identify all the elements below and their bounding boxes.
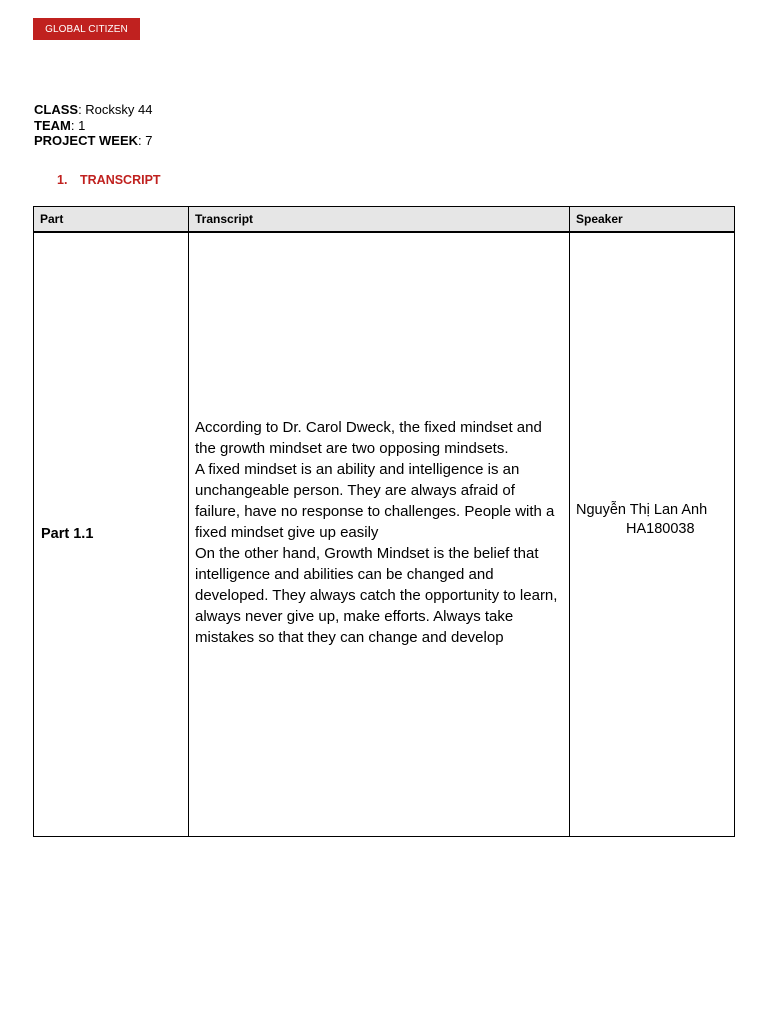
class-label: CLASS [34, 102, 79, 117]
team-row [34, 118, 152, 134]
speaker-id: HA180038 [626, 520, 695, 537]
team-value: : 1 [70, 117, 86, 133]
speaker-name: Nguyễn Thị Lan Anh [576, 501, 708, 518]
transcript-table [33, 206, 735, 837]
class-value: : Rocksky 44 [78, 102, 153, 117]
table-cell-part [34, 233, 188, 836]
section-heading [57, 173, 161, 187]
global-citizen-badge: GLOBAL CITIZEN [33, 18, 140, 40]
table-cell-transcript [189, 233, 569, 836]
header-speaker: Speaker [576, 212, 623, 226]
section-number: 1. [57, 173, 68, 187]
transcript-paragraph: On the other hand, Growth Mindset is the belief that intelligence and abilities can be changed and developed. They always catch the opportunity to learn, always never give up, make efforts. Always take mistakes so that they can change and develop [195, 545, 558, 646]
transcript-text [189, 417, 569, 648]
project-week-label: PROJECT WEEK [34, 133, 139, 148]
project-week-row [34, 133, 152, 149]
section-title: TRANSCRIPT [80, 173, 161, 187]
transcript-paragraph: According to Dr. Carol Dweck, the fixed mindset and the growth mindset are two opposing mindsets. [195, 419, 542, 457]
project-week-value: : 7 [138, 133, 153, 148]
table-header [34, 207, 734, 233]
transcript-paragraph: A fixed mindset is an ability and intelligence is an unchangeable person. They are always afraid of failure, have no response to challenges. People with a fixed mindset give up easily [195, 461, 555, 541]
class-row [34, 102, 152, 118]
project-meta [34, 102, 152, 149]
header-transcript: Transcript [195, 212, 254, 226]
header-part: Part [40, 212, 64, 226]
speaker-info [570, 501, 707, 539]
team-label: TEAM [34, 117, 71, 133]
part-label: Part 1.1 [41, 525, 94, 542]
table-cell-speaker [570, 233, 734, 836]
